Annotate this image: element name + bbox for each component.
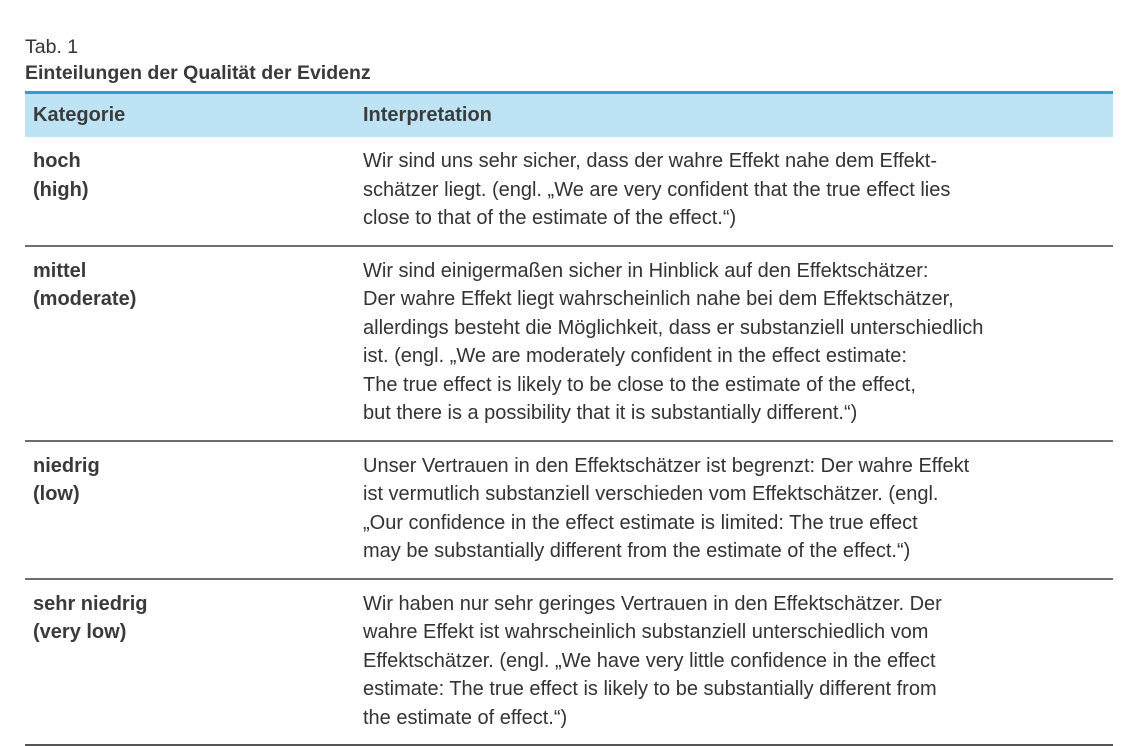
interpretation-cell (363, 590, 1113, 733)
interpretation-line: Effektschätzer. (engl. „We have very little confidence in the effect (363, 647, 1113, 676)
interpretation-line: Der wahre Effekt liegt wahrscheinlich nahe bei dem Effektschätzer, (363, 285, 1113, 314)
interpretation-line: allerdings besteht die Möglichkeit, dass er substanziell unterschiedlich (363, 314, 1113, 343)
table-row (25, 137, 1113, 247)
interpretation-line: The true effect is likely to be close to the estimate of the effect, (363, 371, 1113, 400)
category-line: niedrig (33, 452, 363, 481)
interpretation-line: Wir haben nur sehr geringes Vertrauen in den Effektschätzer. Der (363, 590, 1113, 619)
interpretation-line: Wir sind uns sehr sicher, dass der wahre Effekt nahe dem Effekt- (363, 147, 1113, 176)
interpretation-cell (363, 452, 1113, 566)
category-cell (25, 147, 363, 233)
interpretation-line: wahre Effekt ist wahrscheinlich substanziell unterschiedlich vom (363, 618, 1113, 647)
interpretation-line: estimate: The true effect is likely to be substantially different from (363, 675, 1113, 704)
interpretation-line: Unser Vertrauen in den Effektschätzer ist begrenzt: Der wahre Effekt (363, 452, 1113, 481)
table-caption (25, 34, 371, 86)
category-line: (very low) (33, 618, 363, 647)
interpretation-line: Wir sind einigermaßen sicher in Hinblick auf den Effektschätzer: (363, 257, 1113, 286)
interpretation-line: ist. (engl. „We are moderately confident in the effect estimate: (363, 342, 1113, 371)
table-label: Tab. 1 (25, 34, 371, 60)
header-kategorie: Kategorie (25, 104, 363, 127)
header-interpretation: Interpretation (363, 104, 1113, 127)
category-cell (25, 452, 363, 566)
interpretation-line: close to that of the estimate of the effect.“) (363, 204, 1113, 233)
category-line: mittel (33, 257, 363, 286)
interpretation-line: may be substantially different from the estimate of the effect.“) (363, 537, 1113, 566)
category-line: (moderate) (33, 285, 363, 314)
interpretation-line: the estimate of effect.“) (363, 704, 1113, 733)
table-row (25, 247, 1113, 442)
interpretation-line: „Our confidence in the effect estimate is limited: The true effect (363, 509, 1113, 538)
category-line: sehr niedrig (33, 590, 363, 619)
table-title: Einteilungen der Qualität der Evidenz (25, 60, 371, 86)
category-line: (high) (33, 176, 363, 205)
interpretation-line: but there is a possibility that it is substantially different.“) (363, 399, 1113, 428)
table-header (25, 91, 1113, 137)
category-line: hoch (33, 147, 363, 176)
interpretation-cell (363, 147, 1113, 233)
interpretation-line: ist vermutlich substanziell verschieden vom Effektschätzer. (engl. (363, 480, 1113, 509)
evidence-quality-table (25, 91, 1113, 746)
category-cell (25, 590, 363, 733)
table-row (25, 442, 1113, 580)
category-line: (low) (33, 480, 363, 509)
interpretation-cell (363, 257, 1113, 428)
table-row (25, 580, 1113, 746)
interpretation-line: schätzer liegt. (engl. „We are very confident that the true effect lies (363, 176, 1113, 205)
category-cell (25, 257, 363, 428)
